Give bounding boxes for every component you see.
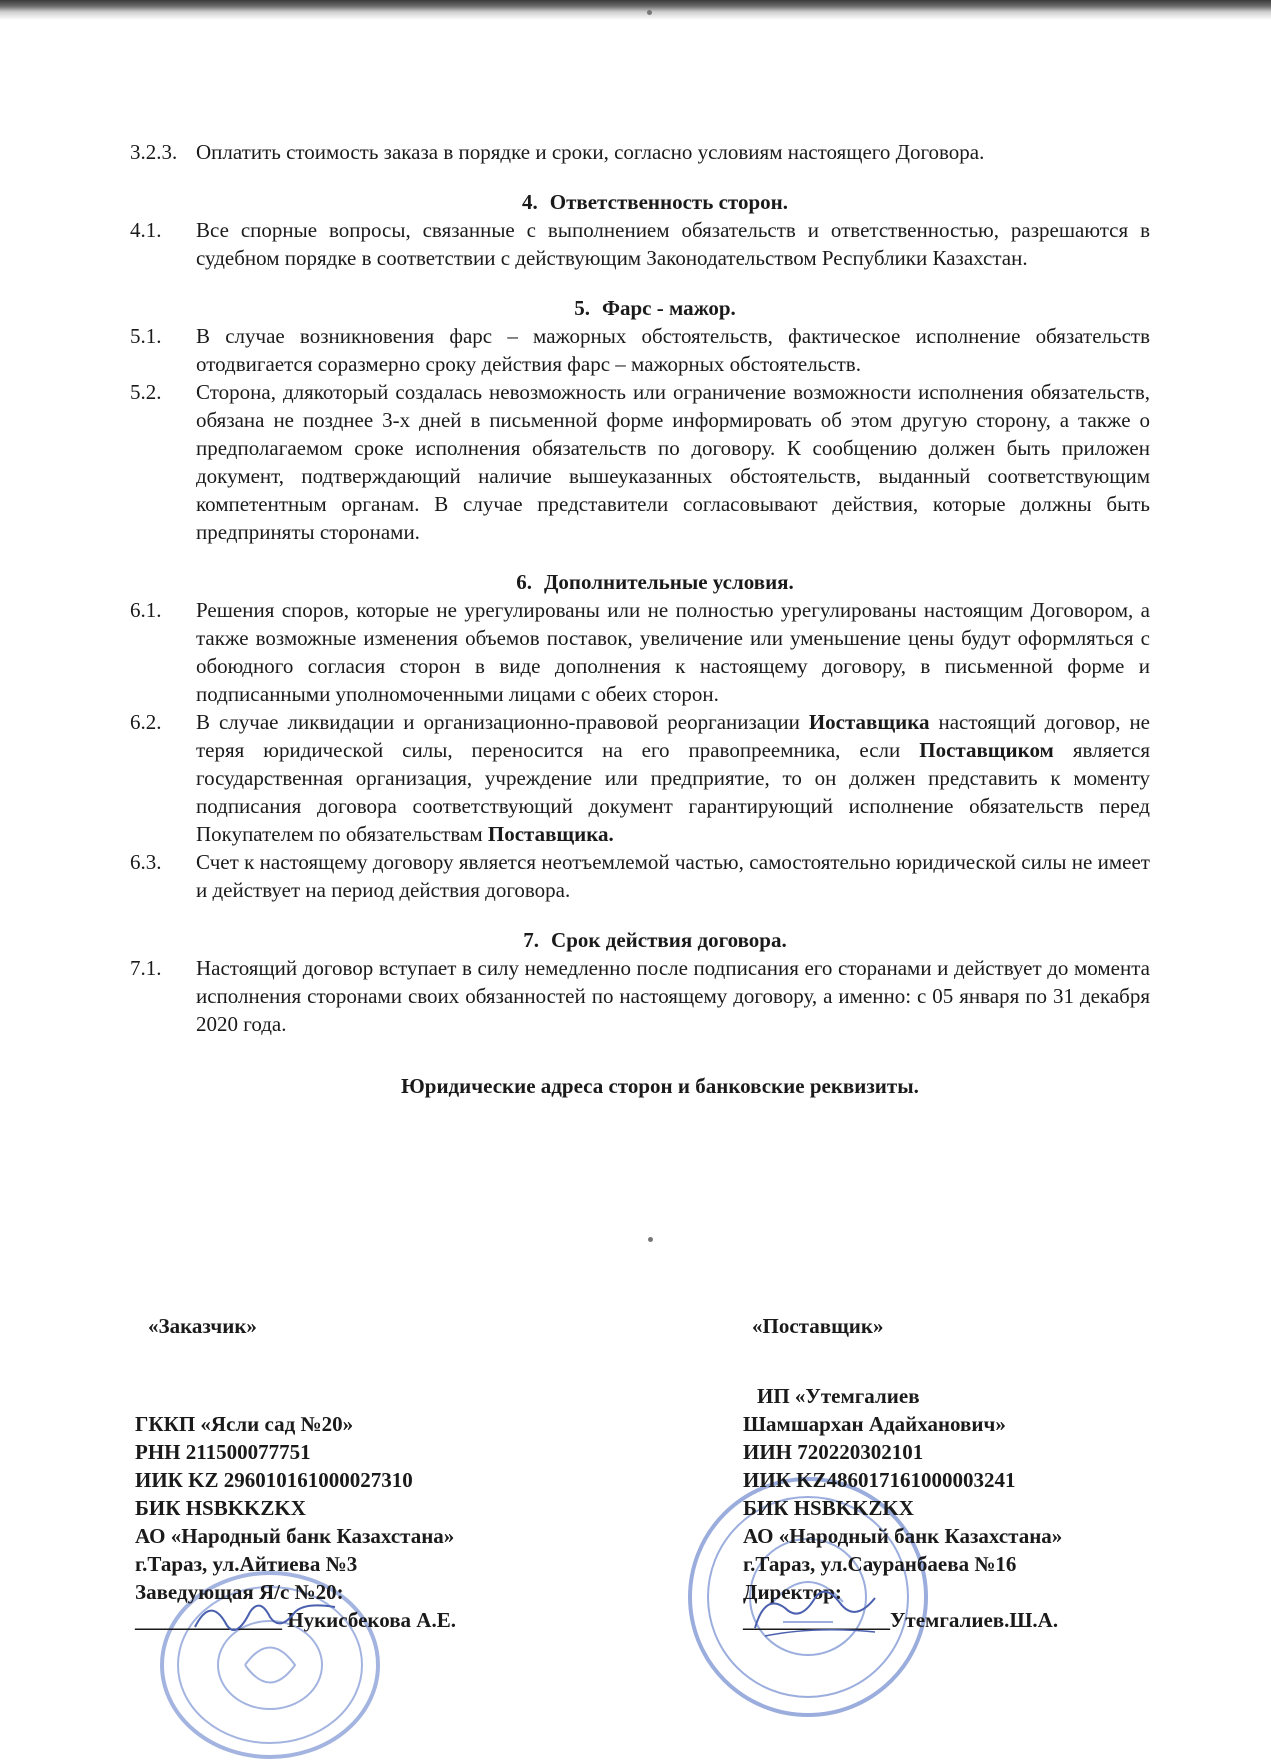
customer-signature [190, 1592, 340, 1642]
supplier-bank: АО «Народный банк Казахстана» [743, 1524, 1063, 1548]
customer-signatory: Нукисбекова А.Е. [287, 1608, 456, 1632]
supplier-iin: ИИН 720220302101 [743, 1440, 924, 1464]
bold-term: Поставщиком [919, 738, 1054, 762]
clause-text: Сторона, длякоторый создалась невозможность или ограничение возможности исполнения обязательств, обязана не позднее 3-х дней в письменной форме информировать об этом другую сторону, а также о предполагаемом сроке исполнения обязательств по договору. К сообщению должен быть приложен документ, подтверждающий наличие вышеуказанных обстоятельств, выданный соответствующим компетентным органам. В случае представители согласовывают действия, которые должны быть предприняты сторонами. [196, 380, 1150, 544]
supplier-org-name-2: Шамшархан Адайханович» [743, 1412, 1006, 1436]
clause-6-2 [130, 708, 1150, 848]
clause-number: 7.1. [130, 956, 162, 980]
clause-text: В случае возникновения фарс – мажорных обстоятельств, фактическое исполнение обязательств отодвигается соразмерно сроку действия фарс – мажорных обстоятельств. [196, 324, 1150, 376]
customer-org-name: ГККП «Ясли сад №20» [135, 1412, 354, 1436]
clause-5-2 [130, 378, 1150, 546]
clause-number: 5.1. [130, 324, 162, 348]
customer-head-title: Заведующая Я/с №20: [135, 1580, 344, 1604]
clause-6-3 [130, 848, 1150, 904]
supplier-signatory: Утемгалиев.Ш.А. [890, 1608, 1059, 1632]
clause-number: 3.2.3. [130, 140, 178, 164]
supplier-bik: БИК HSBKKZKX [743, 1496, 914, 1520]
clause-number: 6.1. [130, 598, 162, 622]
section-6-title: 6. Дополнительные условия. [516, 570, 794, 594]
signature-line: ______________ [135, 1608, 282, 1632]
contract-page [130, 138, 1150, 1100]
clause-text: Оплатить стоимость заказа в порядке и сроки, согласно условиям настоящего Договора. [196, 140, 985, 164]
clause-5-1 [130, 322, 1150, 378]
supplier-signature [745, 1588, 885, 1648]
supplier-address: г.Тараз, ул.Сауранбаева №16 [743, 1552, 1017, 1576]
customer-address: г.Тараз, ул.Айтиева №3 [135, 1552, 358, 1576]
scan-top-edge [0, 0, 1271, 20]
section-7-title: 7. Срок действия договора. [523, 928, 787, 952]
clause-3-2-3 [130, 138, 1150, 166]
clause-number: 6.3. [130, 850, 162, 874]
clause-6-1 [130, 596, 1150, 708]
clause-number: 5.2. [130, 380, 162, 404]
clause-number: 6.2. [130, 710, 162, 734]
clause-4-1 [130, 216, 1150, 272]
clause-text: Решения споров, которые не урегулированы или не полностью урегулированы настоящим Договором, а также возможные изменения объемов поставок, увеличение или уменьшение цены будут оформляться с обоюдного согласия сторон в виде дополнения к настоящему договору, в письменной форме и подписанными уполномоченными лицами с обеих сторон. [196, 598, 1150, 706]
supplier-iik: ИИК KZ486017161000003241 [743, 1468, 1016, 1492]
scan-speck [648, 1237, 653, 1242]
clause-text: В случае ликвидации и организационно-правовой реорганизации Иоставщика настоящий договор, не теряя юридической силы, переносится на его правопреемника, если Поставщиком является государственная организация, учреждение или предприятие, то он должен представить к моменту подписания договора соответствующий документ гарантирующий исполнение обязательств перед Покупателем по обязательствам Поставщика. [196, 710, 1151, 846]
bold-term: Поставщика. [487, 822, 614, 846]
customer-rnn: РНН 211500077751 [135, 1440, 311, 1464]
supplier-head-title: Директор: [743, 1580, 842, 1604]
scan-speck [647, 10, 652, 15]
customer-label: «Заказчик» [148, 1314, 257, 1338]
supplier-label: «Поставщик» [752, 1314, 884, 1338]
bold-term: Иоставщика [808, 710, 930, 734]
clause-text: Все спорные вопросы, связанные с выполнением обязательств и ответственностью, разрешаются в судебном порядке в соответствии с действующим Законодательством Республики Казахстан. [196, 218, 1150, 270]
customer-iik: ИИК KZ 296010161000027310 [135, 1468, 413, 1492]
clause-number: 4.1. [130, 218, 162, 242]
clause-7-1 [130, 954, 1150, 1038]
supplier-org-name-1: ИП «Утемгалиев [757, 1384, 920, 1408]
customer-bik: БИК HSBKKZKX [135, 1496, 306, 1520]
section-4-title: 4. Ответственность сторон. [521, 190, 788, 214]
clause-text: Счет к настоящему договору является неотъемлемой частью, самостоятельно юридической силы не имеет и действует на период действия договора. [196, 850, 1150, 902]
clause-text: Настоящий договор вступает в силу немедленно после подписания его сторанами и действует до момента исполнения сторонами своих обязанностей по настоящему договору, а именно: с 05 января по 31 декабря 2020 года. [196, 956, 1150, 1036]
section-5-title: 5. Фарс - мажор. [574, 296, 736, 320]
signature-line: ______________ [743, 1608, 890, 1632]
requisites-title: Юридические адреса сторон и банковские реквизиты. [401, 1074, 919, 1098]
customer-bank: АО «Народный банк Казахстана» [135, 1524, 455, 1548]
